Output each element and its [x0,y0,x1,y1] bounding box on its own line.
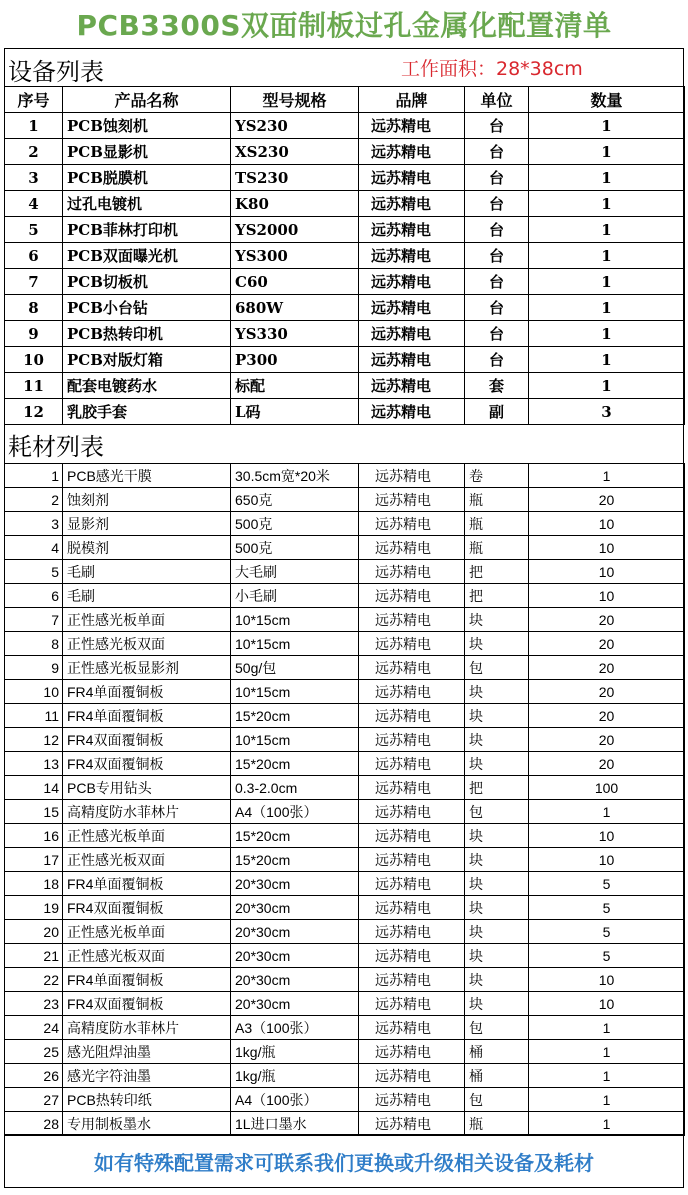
col-qty: 10 [529,536,685,560]
table-row [5,848,685,872]
col-unit: 台 [465,217,529,243]
table-row [5,560,685,584]
col-unit: 副 [465,399,529,425]
col-brand: 远苏精电 [359,872,465,896]
col-index: 10 [5,680,63,704]
col-index: 11 [5,704,63,728]
col-qty: 1 [529,347,685,373]
col-model: 1L进口墨水 [231,1112,359,1136]
col-name: PCB热转印机 [63,321,231,347]
col-name: PCB双面曝光机 [63,243,231,269]
col-unit: 台 [465,269,529,295]
equipment-table [4,86,685,425]
col-name: 正性感光板双面 [63,632,231,656]
table-row [5,399,685,425]
col-brand: 远苏精电 [359,373,465,399]
col-brand: 远苏精电 [359,968,465,992]
col-name: 配套电镀药水 [63,373,231,399]
col-qty: 1 [529,295,685,321]
col-index: 28 [5,1112,63,1136]
table-row [5,944,685,968]
col-index: 6 [5,243,63,269]
col-unit: 桶 [465,1064,529,1088]
header-col-unit: 单位 [465,87,529,113]
col-unit: 桶 [465,1040,529,1064]
table-row [5,704,685,728]
col-brand: 远苏精电 [359,824,465,848]
col-unit: 块 [465,944,529,968]
col-qty: 5 [529,920,685,944]
col-name: 高精度防水菲林片 [63,1016,231,1040]
col-model: 20*30cm [231,920,359,944]
col-name: FR4单面覆铜板 [63,872,231,896]
col-qty: 20 [529,704,685,728]
col-qty: 1 [529,1016,685,1040]
col-unit: 台 [465,113,529,139]
col-unit: 台 [465,347,529,373]
table-row [5,1040,685,1064]
col-brand: 远苏精电 [359,1088,465,1112]
col-name: 高精度防水菲林片 [63,800,231,824]
table-row [5,680,685,704]
col-brand: 远苏精电 [359,896,465,920]
col-qty: 1 [529,800,685,824]
col-brand: 远苏精电 [359,113,465,139]
col-unit: 台 [465,321,529,347]
col-model: TS230 [231,165,359,191]
col-qty: 1 [529,1088,685,1112]
col-brand: 远苏精电 [359,536,465,560]
col-brand: 远苏精电 [359,1040,465,1064]
col-index: 20 [5,920,63,944]
col-unit: 块 [465,752,529,776]
col-brand: 远苏精电 [359,295,465,321]
col-unit: 瓶 [465,512,529,536]
col-brand: 远苏精电 [359,347,465,373]
col-unit: 把 [465,584,529,608]
col-name: FR4双面覆铜板 [63,728,231,752]
col-index: 25 [5,1040,63,1064]
col-model: 15*20cm [231,848,359,872]
col-unit: 块 [465,680,529,704]
col-name: 正性感光板单面 [63,920,231,944]
col-qty: 10 [529,560,685,584]
table-row [5,584,685,608]
col-qty: 20 [529,728,685,752]
col-name: FR4双面覆铜板 [63,992,231,1016]
col-index: 10 [5,347,63,373]
table-row [5,373,685,399]
table-row [5,632,685,656]
col-name: PCB小台钻 [63,295,231,321]
col-name: 乳胶手套 [63,399,231,425]
col-qty: 10 [529,968,685,992]
col-brand: 远苏精电 [359,139,465,165]
col-name: PCB专用钻头 [63,776,231,800]
col-qty: 1 [529,464,685,488]
col-index: 6 [5,584,63,608]
table-row [5,488,685,512]
col-qty: 10 [529,584,685,608]
col-qty: 10 [529,512,685,536]
col-index: 8 [5,295,63,321]
col-brand: 远苏精电 [359,584,465,608]
col-index: 7 [5,269,63,295]
col-unit: 台 [465,165,529,191]
col-qty: 5 [529,872,685,896]
col-qty: 1 [529,243,685,269]
col-model: A4（100张） [231,800,359,824]
col-model: 10*15cm [231,680,359,704]
col-brand: 远苏精电 [359,321,465,347]
col-index: 23 [5,992,63,1016]
col-brand: 远苏精电 [359,608,465,632]
col-qty: 1 [529,373,685,399]
col-name: 毛刷 [63,560,231,584]
page-title: PCB3300S双面制板过孔金属化配置清单 [76,9,612,42]
col-model: 50g/包 [231,656,359,680]
col-name: 感光字符油墨 [63,1064,231,1088]
col-model: XS230 [231,139,359,165]
col-model: 20*30cm [231,896,359,920]
col-name: FR4单面覆铜板 [63,968,231,992]
table-row [5,920,685,944]
col-brand: 远苏精电 [359,1064,465,1088]
col-qty: 1 [529,269,685,295]
col-qty: 20 [529,632,685,656]
col-unit: 块 [465,632,529,656]
col-name: PCB脱膜机 [63,165,231,191]
col-index: 3 [5,165,63,191]
col-model: 大毛刷 [231,560,359,584]
header-col-index: 序号 [5,87,63,113]
table-row [5,536,685,560]
col-brand: 远苏精电 [359,269,465,295]
col-index: 24 [5,1016,63,1040]
col-qty: 5 [529,896,685,920]
col-model: 15*20cm [231,752,359,776]
col-model: 20*30cm [231,872,359,896]
col-name: 毛刷 [63,584,231,608]
col-index: 17 [5,848,63,872]
col-unit: 块 [465,992,529,1016]
table-row [5,512,685,536]
table-row [5,464,685,488]
col-unit: 块 [465,608,529,632]
table-row [5,321,685,347]
col-brand: 远苏精电 [359,1016,465,1040]
table-row [5,191,685,217]
col-qty: 1 [529,1064,685,1088]
col-index: 11 [5,373,63,399]
table-row [5,824,685,848]
col-index: 4 [5,536,63,560]
col-name: 过孔电镀机 [63,191,231,217]
col-unit: 台 [465,295,529,321]
consumables-heading: 耗材列表 [8,433,104,461]
col-model: 1kg/瓶 [231,1064,359,1088]
work-area-label: 工作面积：28*38cm [401,58,583,80]
col-name: PCB蚀刻机 [63,113,231,139]
col-qty: 1 [529,217,685,243]
col-brand: 远苏精电 [359,800,465,824]
table-row [5,872,685,896]
col-index: 16 [5,824,63,848]
col-model: 15*20cm [231,824,359,848]
col-model: 10*15cm [231,728,359,752]
table-row [5,968,685,992]
col-model: 500克 [231,536,359,560]
col-index: 27 [5,1088,63,1112]
col-name: 蚀刻剂 [63,488,231,512]
col-brand: 远苏精电 [359,512,465,536]
header-col-qty: 数量 [529,87,685,113]
table-row [5,992,685,1016]
col-qty: 1 [529,191,685,217]
table-row [5,347,685,373]
col-qty: 1 [529,1112,685,1136]
col-brand: 远苏精电 [359,399,465,425]
col-index: 13 [5,752,63,776]
col-brand: 远苏精电 [359,704,465,728]
col-name: 脱模剂 [63,536,231,560]
col-unit: 块 [465,704,529,728]
header-col-model: 型号规格 [231,87,359,113]
col-index: 18 [5,872,63,896]
col-name: 正性感光板双面 [63,944,231,968]
col-unit: 包 [465,1016,529,1040]
col-brand: 远苏精电 [359,680,465,704]
table-row [5,608,685,632]
table-row [5,1064,685,1088]
table-row [5,139,685,165]
col-unit: 包 [465,656,529,680]
col-model: 30.5cm宽*20米 [231,464,359,488]
consumables-table [4,463,685,1136]
col-brand: 远苏精电 [359,656,465,680]
col-name: FR4双面覆铜板 [63,752,231,776]
col-model: P300 [231,347,359,373]
col-model: 20*30cm [231,992,359,1016]
col-model: YS300 [231,243,359,269]
col-index: 19 [5,896,63,920]
col-unit: 瓶 [465,1112,529,1136]
col-name: 专用制板墨水 [63,1112,231,1136]
col-brand: 远苏精电 [359,464,465,488]
col-unit: 包 [465,800,529,824]
table-row [5,243,685,269]
col-unit: 台 [465,191,529,217]
table-row [5,295,685,321]
col-index: 5 [5,217,63,243]
col-brand: 远苏精电 [359,632,465,656]
col-name: 显影剂 [63,512,231,536]
col-unit: 卷 [465,464,529,488]
col-unit: 套 [465,373,529,399]
col-index: 2 [5,139,63,165]
col-name: 正性感光板单面 [63,824,231,848]
table-row [5,1112,685,1136]
col-index: 8 [5,632,63,656]
col-name: PCB显影机 [63,139,231,165]
col-unit: 块 [465,728,529,752]
col-unit: 把 [465,776,529,800]
col-index: 2 [5,488,63,512]
col-model: 680W [231,295,359,321]
col-brand: 远苏精电 [359,191,465,217]
col-qty: 100 [529,776,685,800]
col-index: 14 [5,776,63,800]
table-row [5,1016,685,1040]
col-index: 21 [5,944,63,968]
col-qty: 20 [529,608,685,632]
col-brand: 远苏精电 [359,920,465,944]
col-unit: 包 [465,1088,529,1112]
table-row [5,113,685,139]
table-row [5,728,685,752]
col-brand: 远苏精电 [359,728,465,752]
col-model: 500克 [231,512,359,536]
col-model: 650克 [231,488,359,512]
col-unit: 瓶 [465,536,529,560]
col-model: YS230 [231,113,359,139]
col-unit: 台 [465,243,529,269]
col-brand: 远苏精电 [359,1112,465,1136]
col-unit: 块 [465,920,529,944]
col-brand: 远苏精电 [359,944,465,968]
table-row [5,776,685,800]
col-unit: 块 [465,968,529,992]
col-brand: 远苏精电 [359,752,465,776]
col-qty: 20 [529,680,685,704]
col-model: 10*15cm [231,632,359,656]
col-model: A4（100张） [231,1088,359,1112]
col-index: 7 [5,608,63,632]
col-index: 12 [5,728,63,752]
col-qty: 1 [529,139,685,165]
col-index: 5 [5,560,63,584]
footer-note: 如有特殊配置需求可联系我们更换或升级相关设备及耗材 [4,1136,684,1188]
col-name: PCB切板机 [63,269,231,295]
col-model: L码 [231,399,359,425]
table-row [5,800,685,824]
col-model: 10*15cm [231,608,359,632]
col-index: 1 [5,464,63,488]
col-qty: 20 [529,488,685,512]
col-name: FR4双面覆铜板 [63,896,231,920]
col-qty: 10 [529,992,685,1016]
col-model: 20*30cm [231,968,359,992]
header-col-name: 产品名称 [63,87,231,113]
col-model: 0.3-2.0cm [231,776,359,800]
header-col-brand: 品牌 [359,87,465,113]
col-name: 正性感光板双面 [63,848,231,872]
col-name: 正性感光板单面 [63,608,231,632]
table-header-row [5,87,685,113]
col-brand: 远苏精电 [359,776,465,800]
col-model: C60 [231,269,359,295]
table-row [5,752,685,776]
col-qty: 20 [529,656,685,680]
col-model: 标配 [231,373,359,399]
col-unit: 瓶 [465,488,529,512]
col-model: 15*20cm [231,704,359,728]
col-qty: 10 [529,824,685,848]
col-brand: 远苏精电 [359,992,465,1016]
col-brand: 远苏精电 [359,243,465,269]
col-index: 3 [5,512,63,536]
col-qty: 5 [529,944,685,968]
col-brand: 远苏精电 [359,848,465,872]
table-row [5,656,685,680]
consumables-section-header [5,425,683,459]
col-name: FR4单面覆铜板 [63,680,231,704]
col-model: YS330 [231,321,359,347]
col-index: 15 [5,800,63,824]
col-index: 22 [5,968,63,992]
col-index: 9 [5,656,63,680]
col-index: 26 [5,1064,63,1088]
col-model: 20*30cm [231,944,359,968]
col-index: 9 [5,321,63,347]
table-row [5,165,685,191]
table-row [5,896,685,920]
table-row [5,1088,685,1112]
col-unit: 把 [465,560,529,584]
equipment-heading: 设备列表 [8,58,104,86]
col-qty: 1 [529,321,685,347]
col-index: 4 [5,191,63,217]
col-index: 1 [5,113,63,139]
equipment-section-header [5,50,683,84]
table-row [5,217,685,243]
col-qty: 20 [529,752,685,776]
col-brand: 远苏精电 [359,165,465,191]
col-name: 感光阻焊油墨 [63,1040,231,1064]
col-name: 正性感光板显影剂 [63,656,231,680]
col-model: 小毛刷 [231,584,359,608]
table-row [5,269,685,295]
col-qty: 10 [529,848,685,872]
col-brand: 远苏精电 [359,217,465,243]
col-model: YS2000 [231,217,359,243]
col-name: FR4单面覆铜板 [63,704,231,728]
col-unit: 块 [465,848,529,872]
col-unit: 块 [465,896,529,920]
col-qty: 1 [529,113,685,139]
col-model: K80 [231,191,359,217]
col-name: PCB对版灯箱 [63,347,231,373]
col-unit: 块 [465,824,529,848]
col-name: PCB热转印纸 [63,1088,231,1112]
col-brand: 远苏精电 [359,488,465,512]
col-qty: 1 [529,165,685,191]
col-index: 12 [5,399,63,425]
col-name: PCB菲林打印机 [63,217,231,243]
col-qty: 1 [529,1040,685,1064]
col-brand: 远苏精电 [359,560,465,584]
col-name: PCB感光干膜 [63,464,231,488]
col-unit: 块 [465,872,529,896]
col-model: A3（100张） [231,1016,359,1040]
col-unit: 台 [465,139,529,165]
col-qty: 3 [529,399,685,425]
col-model: 1kg/瓶 [231,1040,359,1064]
